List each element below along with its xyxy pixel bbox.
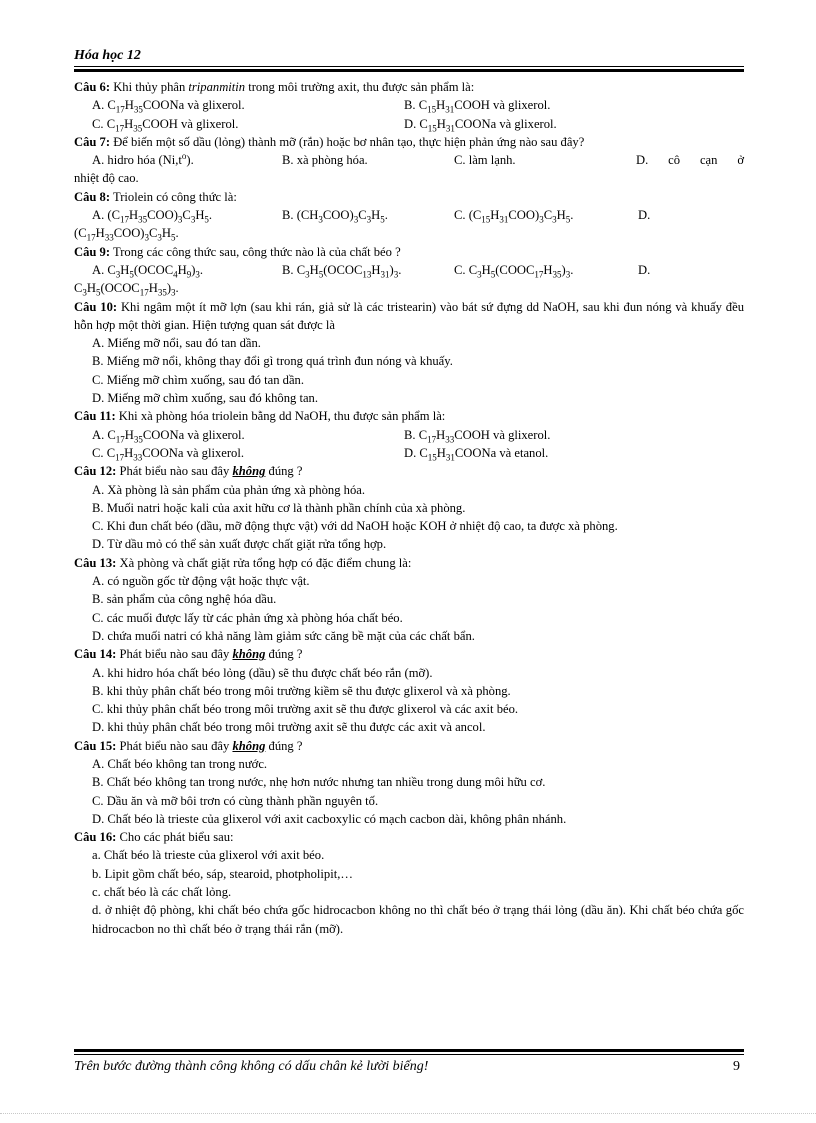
option-a: A. $C_{17}H_{35}COONa$ và glixerol.: [92, 98, 245, 115]
question-11-options-row2: [74, 444, 744, 462]
option-d: D. chứa muối natri có khả năng làm giảm sức căng bề mặt của các chất bẩn.: [92, 628, 475, 643]
statement-d: d. ở nhiệt độ phòng, khi chất béo chứa gốc hidrocacbon không no thì chất béo ở trạng thái lỏng (dầu ăn). Khi chất béo chứa gốc hidrocacbon no thì chất béo ở trạng thái rắn (mỡ).: [92, 903, 744, 936]
question-number: Câu 12:: [74, 464, 117, 479]
page-footer: [74, 1058, 744, 1076]
option-c: C. Khi đun chất béo (dầu, mỡ động thực vật) với dd NaOH hoặc KOH ở nhiệt độ cao, ta được xà phòng.: [92, 519, 618, 534]
question-number: Câu 6:: [74, 80, 111, 94]
question-number: Câu 11:: [74, 409, 116, 424]
question-11: Câu 11: Khi xà phòng hóa triolein bằng dd NaOH, thu được sản phẩm là:: [74, 409, 446, 424]
question-7-options: [74, 151, 744, 169]
question-number: Câu 14:: [74, 647, 117, 662]
question-6-options-row2: [74, 115, 744, 133]
option-b: B. xà phòng hóa.: [282, 153, 368, 168]
question-number: Câu 16:: [74, 830, 117, 845]
page-bottom-dotted-line: [0, 1113, 816, 1114]
option-a: A. hidro hóa $(Ni,t^o)$.: [92, 151, 194, 168]
option-b: B. Muối natri hoặc kali của axit hữu cơ là thành phần chính của xà phòng.: [92, 500, 466, 515]
header-rule-thick: [74, 69, 744, 72]
document-page: [74, 46, 744, 938]
option-a: A. $C_3H_5(OCOC_4H_9)_3$.: [92, 262, 204, 280]
option-b: B. Chất béo không tan trong nước, nhẹ hơn nước nhưng tan nhiều trong dung môi hữu cơ.: [92, 775, 546, 790]
keyword-khong: không: [232, 464, 266, 479]
option-c: C. Miếng mỡ chìm xuống, sau đó tan dần.: [92, 372, 304, 387]
page-number: 9: [733, 1059, 740, 1074]
statement-b: b. Lipit gồm chất béo, sáp, stearoid, photpholipit,…: [92, 866, 353, 881]
option-d: D. Miếng mỡ chìm xuống, sau đó không tan.: [92, 391, 318, 406]
statement-a: a. Chất béo là trieste của glixerol với axit béo.: [92, 848, 325, 863]
header-rule-thin: [74, 66, 744, 67]
question-15: Câu 15: Phát biểu nào sau đây không đúng ?: [74, 738, 303, 753]
option-c: C. $C_{17}H_{33}COONa$ và glixerol.: [92, 445, 244, 463]
option-d-continuation: $C_3H_5(OCOC_{17}H_{35})_3$.: [74, 281, 179, 298]
question-16: Câu 16: Cho các phát biểu sau:: [74, 830, 234, 845]
question-8-options: [74, 206, 744, 224]
option-a: A. có nguồn gốc từ động vật hoặc thực vật.: [92, 574, 310, 589]
question-8: Câu 8: Triolein có công thức là:: [74, 189, 237, 204]
option-d-continuation: nhiệt độ cao.: [74, 171, 139, 186]
option-a: A. khi hidro hóa chất béo lỏng (dầu) sẽ thu được chất béo rắn (mỡ).: [92, 665, 433, 680]
question-9-options: [74, 261, 744, 279]
option-d: D.: [638, 262, 651, 277]
question-14: Câu 14: Phát biểu nào sau đây không đúng ?: [74, 647, 303, 662]
question-6-options-row1: [74, 96, 744, 114]
option-a: A. $C_{17}H_{35}COONa$ và glixerol.: [92, 427, 245, 445]
option-d: D. $C_{15}H_{31}COONa$ và etanol.: [404, 445, 549, 463]
question-number: Câu 9:: [74, 244, 111, 259]
option-d: D. khi thủy phân chất béo trong môi trường axit sẽ thu được các axit và ancol.: [92, 720, 486, 735]
option-c: C. làm lạnh.: [454, 153, 516, 168]
option-d: D. Chất béo là trieste của glixerol với axit cacboxylic có mạch cacbon dài, không phân nhánh.: [92, 811, 567, 826]
question-number: Câu 13:: [74, 555, 117, 570]
option-a: A. Xà phòng là sản phẩm của phản ứng xà phòng hóa.: [92, 482, 365, 497]
question-7: Câu 7: Để biến một số dầu (lỏng) thành mỡ (rắn) hoặc bơ nhân tạo, thực hiện phản ứng nào sau đây?: [74, 134, 585, 149]
option-a: A. $(C_{17}H_{35}COO)_3C_3H_5$.: [92, 208, 213, 225]
footer-rule-thick: [74, 1049, 744, 1052]
question-list: [74, 78, 744, 938]
question-13: Câu 13: Xà phòng và chất giặt rửa tổng hợp có đặc điểm chung là:: [74, 555, 412, 570]
option-c: C. $(C_{15}H_{31}COO)_3C_3H_5$.: [454, 208, 574, 225]
question-11-options-row1: [74, 426, 744, 444]
option-b: B. Miếng mỡ nổi, không thay đổi gì trong quá trình đun nóng và khuấy.: [92, 354, 453, 369]
option-d: D.: [638, 208, 651, 223]
footer-rule-thin: [74, 1054, 744, 1055]
option-b: B. khi thủy phân chất béo trong môi trường kiềm sẽ thu được glixerol và xà phòng.: [92, 683, 511, 698]
question-number: Câu 15:: [74, 738, 117, 753]
option-b: B. $C_{15}H_{31}COOH$ và glixerol.: [404, 98, 551, 115]
question-6: Câu 6: Khi thủy phân tripanmitin trong môi trường axit, thu được sản phẩm là:: [74, 80, 475, 94]
question-9: Câu 9: Trong các công thức sau, công thức nào là của chất béo ?: [74, 244, 401, 259]
option-d: D. cô cạn ở: [636, 153, 744, 168]
option-c: C. khi thủy phân chất béo trong môi trường axit sẽ thu được glixerol và các axit béo.: [92, 702, 519, 717]
option-c: C. Dầu ăn và mỡ bôi trơn có cùng thành phần nguyên tố.: [92, 793, 379, 808]
option-b: B. $(CH_3COO)_3C_3H_5$.: [282, 208, 388, 225]
statement-c: c. chất béo là các chất lỏng.: [92, 885, 232, 900]
option-b: B. sản phẩm của công nghệ hóa dầu.: [92, 592, 277, 607]
question-number: Câu 7:: [74, 134, 111, 149]
option-d: D. $C_{15}H_{31}COONa$ và glixerol.: [404, 116, 557, 134]
question-12: Câu 12: Phát biểu nào sau đây không đúng ?: [74, 464, 303, 479]
keyword-khong: không: [232, 738, 266, 753]
question-10: Câu 10: Khi ngâm một ít mỡ lợn (sau khi rán, giả sử là các tristearin) vào bát sứ đựng dd NaOH, sau khi đun nóng và khuấy đều hỗn hợp một thời gian. Hiện tượng quan sát được là: [74, 299, 744, 332]
option-c: C. $C_{17}H_{35}COOH$ và glixerol.: [92, 116, 239, 134]
footer-motto: Trên bước đường thành công không có dấu chân kẻ lười biếng!: [74, 1059, 429, 1074]
question-number: Câu 8:: [74, 189, 111, 204]
option-b: B. $C_{17}H_{33}COOH$ và glixerol.: [404, 427, 551, 445]
question-number: Câu 10:: [74, 299, 118, 314]
keyword-khong: không: [232, 647, 266, 662]
option-a: A. Miếng mỡ nổi, sau đó tan dần.: [92, 336, 261, 351]
option-b: B. $C_3H_5(OCOC_{13}H_{31})_3$.: [282, 262, 402, 280]
page-header-title: Hóa học 12: [74, 48, 141, 63]
option-d-continuation: $(C_{17}H_{33}COO)_3C_3H_5$.: [74, 226, 179, 243]
option-c: C. các muối được lấy từ các phản ứng xà phòng hóa chất béo.: [92, 610, 403, 625]
option-a: A. Chất béo không tan trong nước.: [92, 756, 268, 771]
option-c: C. $C_3H_5(COOC_{17}H_{35})_3$.: [454, 262, 574, 280]
option-d: D. Từ dầu mỏ có thể sản xuất được chất giặt rửa tổng hợp.: [92, 537, 387, 552]
